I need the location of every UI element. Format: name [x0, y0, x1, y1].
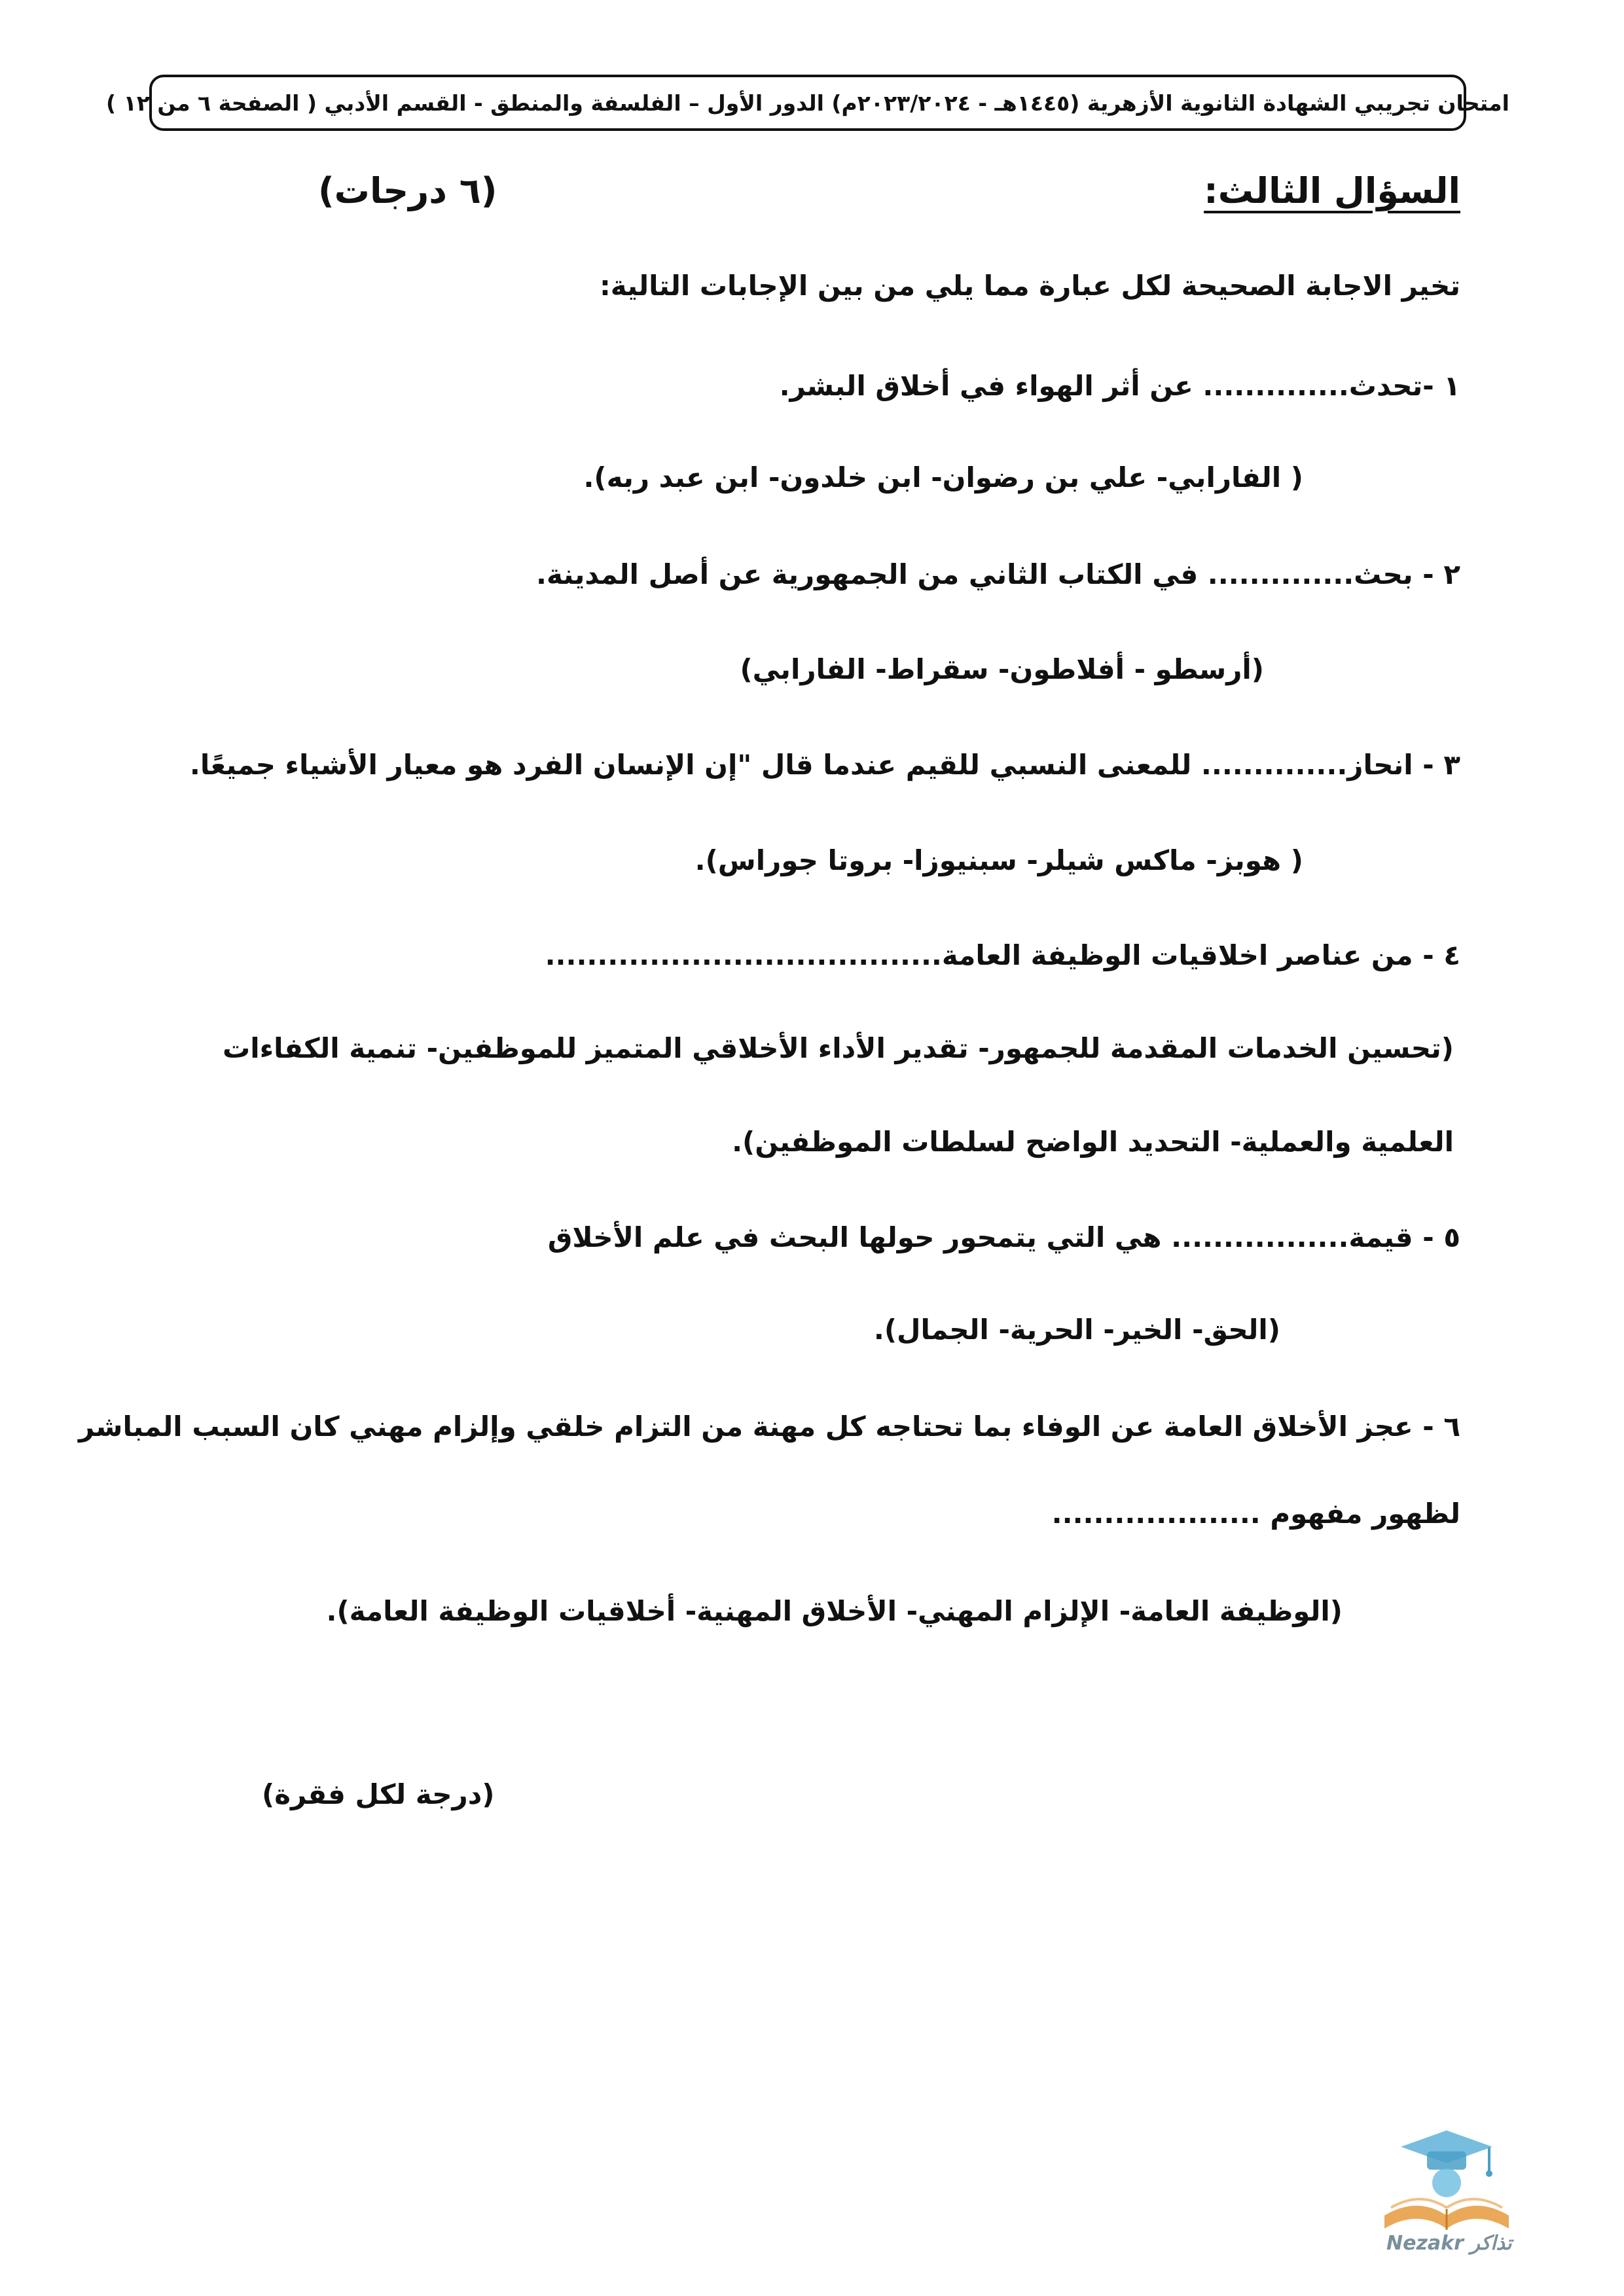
item-4-text: ٤ - من عناصر اخلاقيات الوظيفة العامة...................................... [545, 939, 1460, 971]
exam-header [106, 75, 1509, 131]
watermark-text: Nezakr تذاكر [1386, 2232, 1512, 2255]
question-marks: (٦ درجات) [318, 170, 497, 211]
question-title: السؤال الثالث: [1204, 170, 1460, 211]
grading-note: (درجة لكل فقرة) [262, 1778, 495, 1810]
item-1-text: ١ -تحدث.............. عن أثر الهواء في أخلاق البشر. [779, 370, 1460, 402]
question-instruction: تخير الاجابة الصحيحة لكل عبارة مما يلي من بين الإجابات التالية: [599, 270, 1460, 302]
item-2-options: (أرسطو - أفلاطون- سقراط- الفارابي) [740, 653, 1264, 685]
item-4-options-line-1: (تحسين الخدمات المقدمة للجمهور- تقدير الأداء الأخلاقي المتميز للموظفين- تنمية الكفاءات [223, 1032, 1454, 1064]
item-5-text: ٥ - قيمة................. هي التي يتمحور حولها البحث في علم الأخلاق [547, 1221, 1460, 1253]
item-6-options: (الوظيفة العامة- الإلزام المهني- الأخلاق المهنية- أخلاقيات الوظيفة العامة). [326, 1595, 1343, 1627]
item-6-text-line-2: لظهور مفهوم .................... [1051, 1498, 1460, 1530]
item-3-text: ٣ - انحاز.............. للمعنى النسبي للقيم عندما قال "إن الإنسان الفرد هو معيار الأشياء جميعًا. [189, 749, 1460, 781]
exam-header-title: امتحان تجريبي الشهادة الثانوية الأزهرية (١٤٤٥هـ - ٢٠٢٣/٢٠٢٤م) الدور الأول – الفلسفة والمنطق - القسم الأدبي ( الصفحة ٦ من ١٢ ) [106, 90, 1509, 116]
item-6-text-line-1: ٦ - عجز الأخلاق العامة عن الوفاء بما تحتاجه كل مهنة من التزام خلقي وإلزام مهني كان السبب المباشر [79, 1410, 1460, 1443]
item-5-options: (الحق- الخير- الحرية- الجمال). [873, 1314, 1280, 1346]
item-3-options: ( هوبز- ماكس شيلر- سبنيوزا- بروتا جوراس). [695, 844, 1303, 876]
item-4-options-line-2: العلمية والعملية- التحديد الواضح لسلطات الموظفين). [732, 1126, 1454, 1158]
item-2-text: ٢ - بحث.............. في الكتاب الثاني من الجمهورية عن أصل المدينة. [536, 558, 1460, 590]
item-1-options: ( الفارابي- علي بن رضوان- ابن خلدون- ابن عبد ربه). [583, 461, 1303, 493]
